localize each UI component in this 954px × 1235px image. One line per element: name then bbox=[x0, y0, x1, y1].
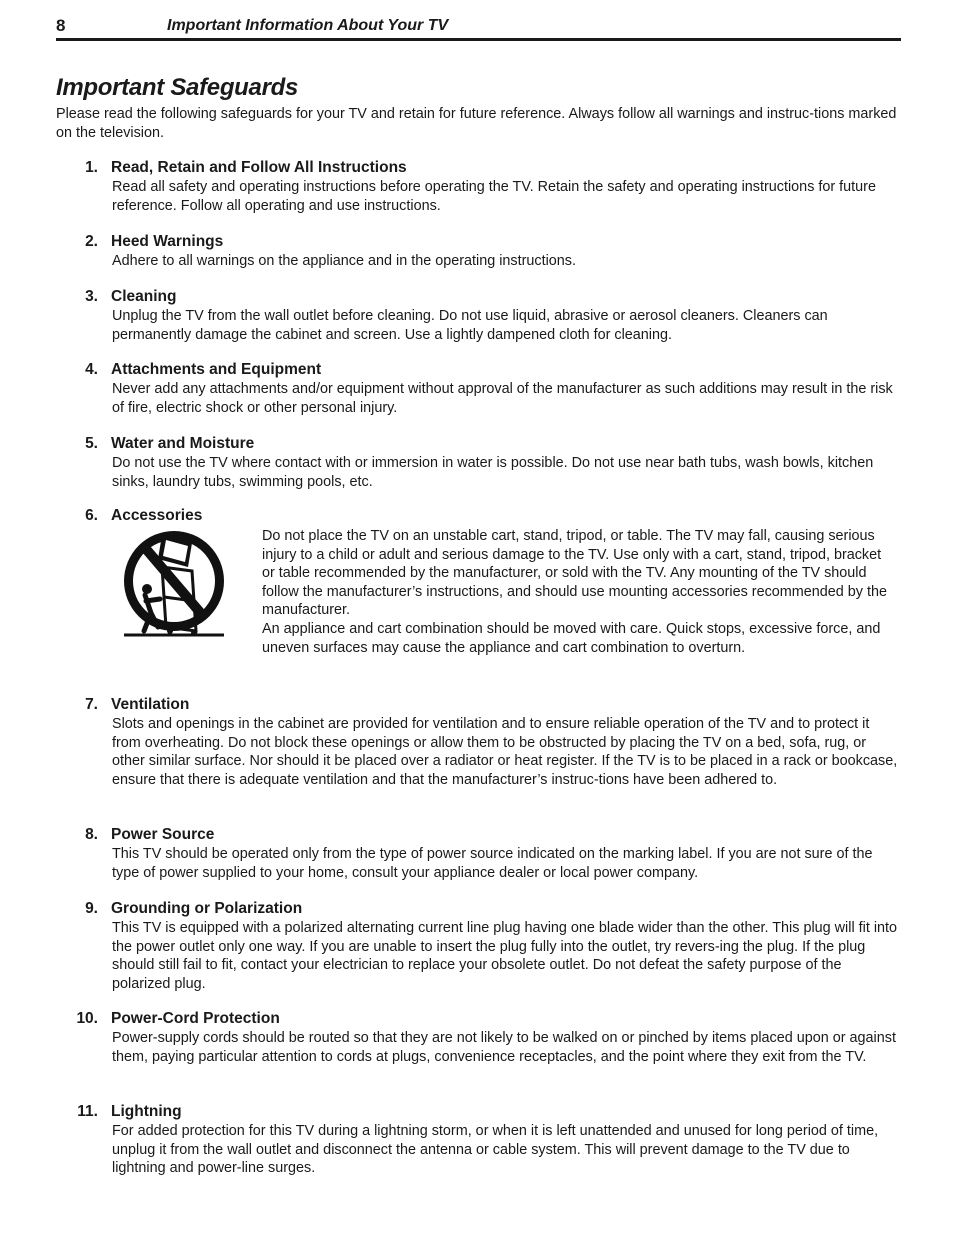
accessories-paragraph: Do not place the TV on an unstable cart, stand, tripod, or table. The TV may fall, causing serious injury to a child or adult and serious damage to the TV. Use only with a cart, stand, tripod, bracket or table recommended by the manufacturer, or sold with the TV. Any mounting of the TV should follow the manufacturer’s instructions, and should use mounting accessories recommended by the manufacturer. bbox=[262, 528, 887, 619]
safeguard-item-3 bbox=[56, 288, 901, 344]
safeguard-item-5 bbox=[56, 435, 901, 491]
item-title: Grounding or Polarization bbox=[111, 900, 303, 917]
page-header bbox=[56, 14, 901, 41]
item-number: 4. bbox=[85, 361, 98, 378]
safeguard-item-10 bbox=[56, 1010, 901, 1066]
safeguard-item-8 bbox=[56, 826, 901, 882]
item-title: Water and Moisture bbox=[111, 435, 255, 452]
safeguard-item-9 bbox=[56, 900, 901, 993]
item-title: Power-Cord Protection bbox=[111, 1010, 280, 1027]
page-title: Important Safeguards bbox=[56, 74, 299, 101]
item-number: 8. bbox=[85, 826, 98, 843]
cart-tip-over-warning-icon bbox=[118, 527, 230, 643]
item-number: 6. bbox=[85, 507, 98, 524]
item-number: 2. bbox=[85, 233, 98, 250]
item-number: 3. bbox=[85, 288, 98, 305]
intro-paragraph: Please read the following safeguards for your TV and retain for future reference. Always follow all warnings and instruc-tions marked on the television. bbox=[56, 106, 897, 141]
item-title: Attachments and Equipment bbox=[111, 361, 322, 378]
safeguard-item-6 bbox=[56, 507, 901, 656]
item-body: Never add any attachments and/or equipment without approval of the manufacturer as such additions may result in the risk of fire, electric shock or other personal injury. bbox=[112, 381, 893, 416]
item-number: 11. bbox=[77, 1103, 98, 1120]
item-title: Accessories bbox=[111, 507, 203, 524]
item-title: Ventilation bbox=[111, 696, 190, 713]
header-title: Important Information About Your TV bbox=[167, 17, 449, 34]
item-number: 5. bbox=[85, 435, 98, 452]
item-number: 7. bbox=[85, 696, 98, 713]
item-body: Slots and openings in the cabinet are provided for ventilation and to ensure reliable operation of the TV and to protect it from overheating. Do not block these openings or allow them to be obstructed by placing the TV on a bed, sofa, rug, or other similar surface. Nor should it be placed over a radiator or heat register. If the TV is to be placed in a rack or bookcase, ensure that there is adequate ventilation and that the manufacturer’s instruc-tions have been adhered to. bbox=[112, 716, 898, 788]
safeguard-item-4 bbox=[56, 361, 901, 417]
safeguard-item-11 bbox=[56, 1103, 901, 1178]
item-body: Power-supply cords should be routed so that they are not likely to be walked on or pinched by items placed upon or against them, paying particular attention to cords at plugs, convenience receptacles, and the point where they exit from the TV. bbox=[112, 1030, 896, 1065]
safeguard-item-1 bbox=[56, 159, 901, 215]
item-title: Cleaning bbox=[111, 288, 177, 305]
item-body: Read all safety and operating instructions before operating the TV. Retain the safety and operating instructions for future reference. Follow all operating and use instructions. bbox=[112, 179, 876, 214]
item-body: Unplug the TV from the wall outlet before cleaning. Do not use liquid, abrasive or aerosol cleaners. Cleaners can permanently damage the cabinet and screen. Use a lightly dampened cloth for cleaning. bbox=[112, 308, 828, 343]
safeguard-item-7 bbox=[56, 696, 901, 789]
item-number: 9. bbox=[85, 900, 98, 917]
item-title: Heed Warnings bbox=[111, 233, 224, 250]
item-number: 1. bbox=[85, 159, 98, 176]
item-title: Power Source bbox=[111, 826, 215, 843]
item-title: Read, Retain and Follow All Instructions bbox=[111, 159, 407, 176]
item-body: This TV should be operated only from the type of power source indicated on the marking label. If you are not sure of the type of power supplied to your home, consult your appliance dealer or local power company. bbox=[112, 846, 873, 881]
safeguard-item-2 bbox=[56, 233, 901, 271]
item-title: Lightning bbox=[111, 1103, 182, 1120]
item-number: 10. bbox=[76, 1010, 98, 1027]
item-body: For added protection for this TV during a lightning storm, or when it is left unattended and unused for long period of time, unplug it from the wall outlet and disconnect the antenna or cable system. This will prevent damage to the TV due to lightning and power-line surges. bbox=[112, 1123, 879, 1177]
item-body: This TV is equipped with a polarized alternating current line plug having one blade wider than the other. This plug will fit into the power outlet only one way. If you are unable to insert the plug fully into the outlet, try revers-ing the plug. If the plug should still fail to fit, contact your electrician to replace your obsolete outlet. Do not defeat the safety purpose of the polarized plug. bbox=[112, 920, 898, 992]
item-body: Do not use the TV where contact with or immersion in water is possible. Do not use near bath tubs, wash bowls, kitchen sinks, laundry tubs, swimming pools, etc. bbox=[112, 455, 874, 490]
item-body bbox=[262, 527, 892, 657]
accessories-paragraph: An appliance and cart combination should be moved with care. Quick stops, excessive force, and uneven surfaces may cause the appliance and cart combination to overturn. bbox=[262, 620, 881, 656]
item-body: Adhere to all warnings on the appliance and in the operating instructions. bbox=[112, 253, 576, 269]
page-number: 8 bbox=[56, 16, 66, 35]
